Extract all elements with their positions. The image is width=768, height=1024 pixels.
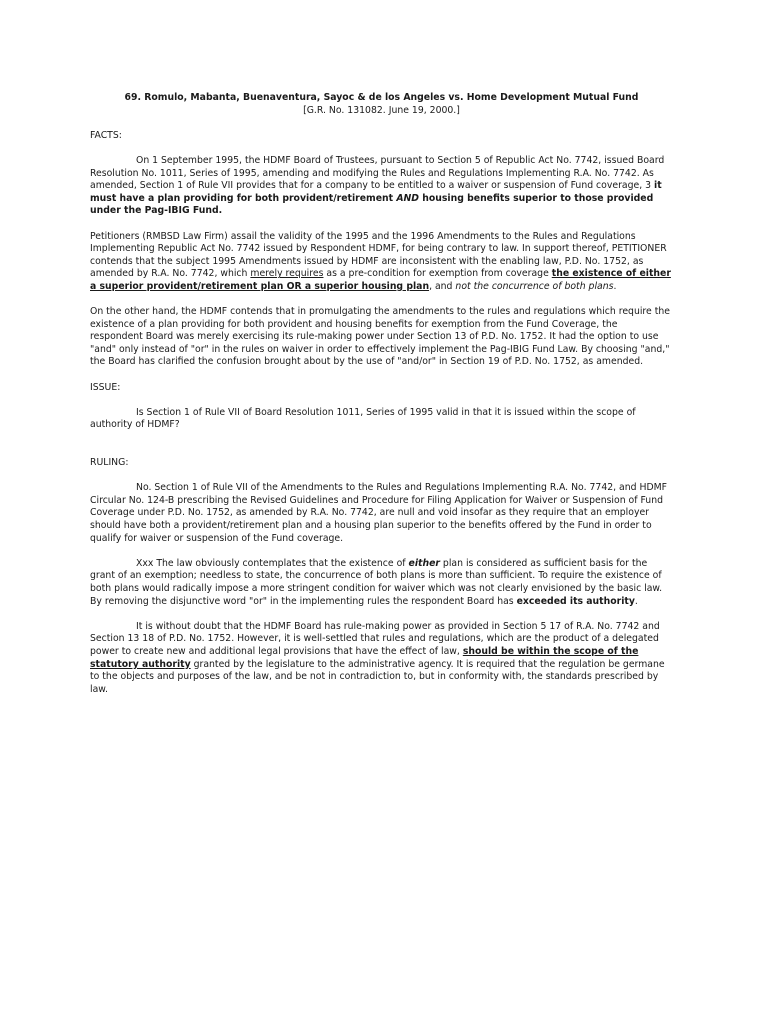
ruling-p2-text: Xxx The law obviously contemplates that the existence of <box>136 557 409 569</box>
facts-p2-text-4: . <box>613 280 617 292</box>
facts-p2-text: Petitioners (RMBSD Law Firm) assail the validity of the 1995 and the 1996 Amendments to the Rules and Regulations Implementing Republic Act No. 7742 issued by Respondent HDMF, for being contrary to law. In support thereof, PETITIONER contends that the subject 1995 Amendments issued by HDMF are inconsistent with the enabling law, P.D. No. 1752, as amended by R.A. No. 7742, which <box>90 230 667 280</box>
facts-p2-italic: not the concurrence of both plans <box>455 280 614 292</box>
ruling-label: RULING: <box>90 457 129 469</box>
ruling-paragraph-2 <box>90 558 673 608</box>
facts-p1-bold-end: housing benefits superior to those provided under the Pag-IBIG Fund. <box>90 192 654 217</box>
ruling-p3-text-2: granted by the legislature to the administrative agency. It is required that the regulation be germane to the objects and purposes of the law, and be not in contradiction to, but in conformity with, the standards prescribed by law. <box>90 658 665 695</box>
case-citation: [G.R. No. 131082. June 19, 2000.] <box>303 104 460 116</box>
facts-p1-bold-italic: AND <box>396 192 420 204</box>
ruling-paragraph-1: No. Section 1 of Rule VII of the Amendments to the Rules and Regulations Implementing R.A. No. 7742, and HDMF Circular No. 124-B prescribing the Revised Guidelines and Procedure for Filing Application for Waiver or Suspension of Fund Coverage under P.D. No. 1752, as amended by R.A. No. 7742, are null and void insofar as they require that an employer should have both a provident/retirement plan and a housing plan superior to the benefits offered by the Fund in order to qualify for waiver or suspension of the Fund coverage. <box>90 482 668 544</box>
ruling-p2-bold-italic: either <box>408 557 440 569</box>
issue-label: ISSUE: <box>90 381 121 393</box>
ruling-p2-text-3: . <box>634 595 638 607</box>
facts-p2-bold-underline: the existence of either a superior provident/retirement plan OR a superior housing plan <box>90 268 671 292</box>
facts-p2-text-3: , and <box>429 280 456 292</box>
ruling-paragraph-3 <box>90 621 673 697</box>
issue-text: Is Section 1 of Rule VII of Board Resolution 1011, Series of 1995 valid in that it is issued within the scope of authority of HDMF? <box>90 406 636 431</box>
case-title: 69. Romulo, Mabanta, Buenaventura, Sayoc & de los Angeles vs. Home Development Mutual Fund <box>124 92 639 103</box>
ruling-p2-bold: exceeded its authority <box>516 595 635 607</box>
facts-paragraph-3: On the other hand, the HDMF contends that in promulgating the amendments to the rules and regulations which require the existence of a plan providing for both provident and housing benefits for exemption from the Fund Coverage, the respondent Board was merely exercising its rule-making power under Section 13 of P.D. No. 1752. It had the option to use "and" only instead of "or" in the rules on waiver in order to effectively implement the Pag-IBIG Fund Law. By choosing "and," the Board has clarified the confusion brought about by the use of "and/or" in Section 19 of P.D. No. 1752, as amended. <box>90 306 670 368</box>
ruling-p3-text: It is without doubt that the HDMF Board has rule-making power as provided in Section 5 17 of R.A. No. 7742 and Section 13 18 of P.D. No. 1752. However, it is well-settled that rules and regulations, which are the product of a delegated power to create new and additional legal provisions that have the effect of law, <box>90 620 660 657</box>
document-page <box>90 92 673 696</box>
facts-label: FACTS: <box>90 129 122 141</box>
case-heading <box>90 92 673 117</box>
facts-paragraph-2 <box>90 231 673 294</box>
facts-p2-underline: merely requires <box>250 268 324 280</box>
ruling-p3-bold-underline: should be within the scope of the statutory authority <box>90 645 639 670</box>
ruling-p2-text-2: plan is considered as sufficient basis for the grant of an exemption; needless to state, the concurrence of both plans is more than sufficient. To require the existence of both plans would radically impose a more stringent condition for waiver which was not clearly envisioned by the basic law. By removing the disjunctive word "or" in the implementing rules the respondent Board has <box>90 557 663 607</box>
facts-p1-bold: it must have a plan providing for both provident/retirement <box>90 180 662 204</box>
facts-p1-text: On 1 September 1995, the HDMF Board of Trustees, pursuant to Section 5 of Republic Act No. 7742, issued Board Resolution No. 1011, Series of 1995, amending and modifying the Rules and Regulations Implementing R.A. No. 7742. As amended, Section 1 of Rule VII provides that for a company to be entitled to a waiver or suspension of Fund coverage, 3 <box>90 154 665 192</box>
facts-paragraph-1 <box>90 155 673 218</box>
facts-p2-text-2: as a pre-condition for exemption from coverage <box>323 268 552 280</box>
